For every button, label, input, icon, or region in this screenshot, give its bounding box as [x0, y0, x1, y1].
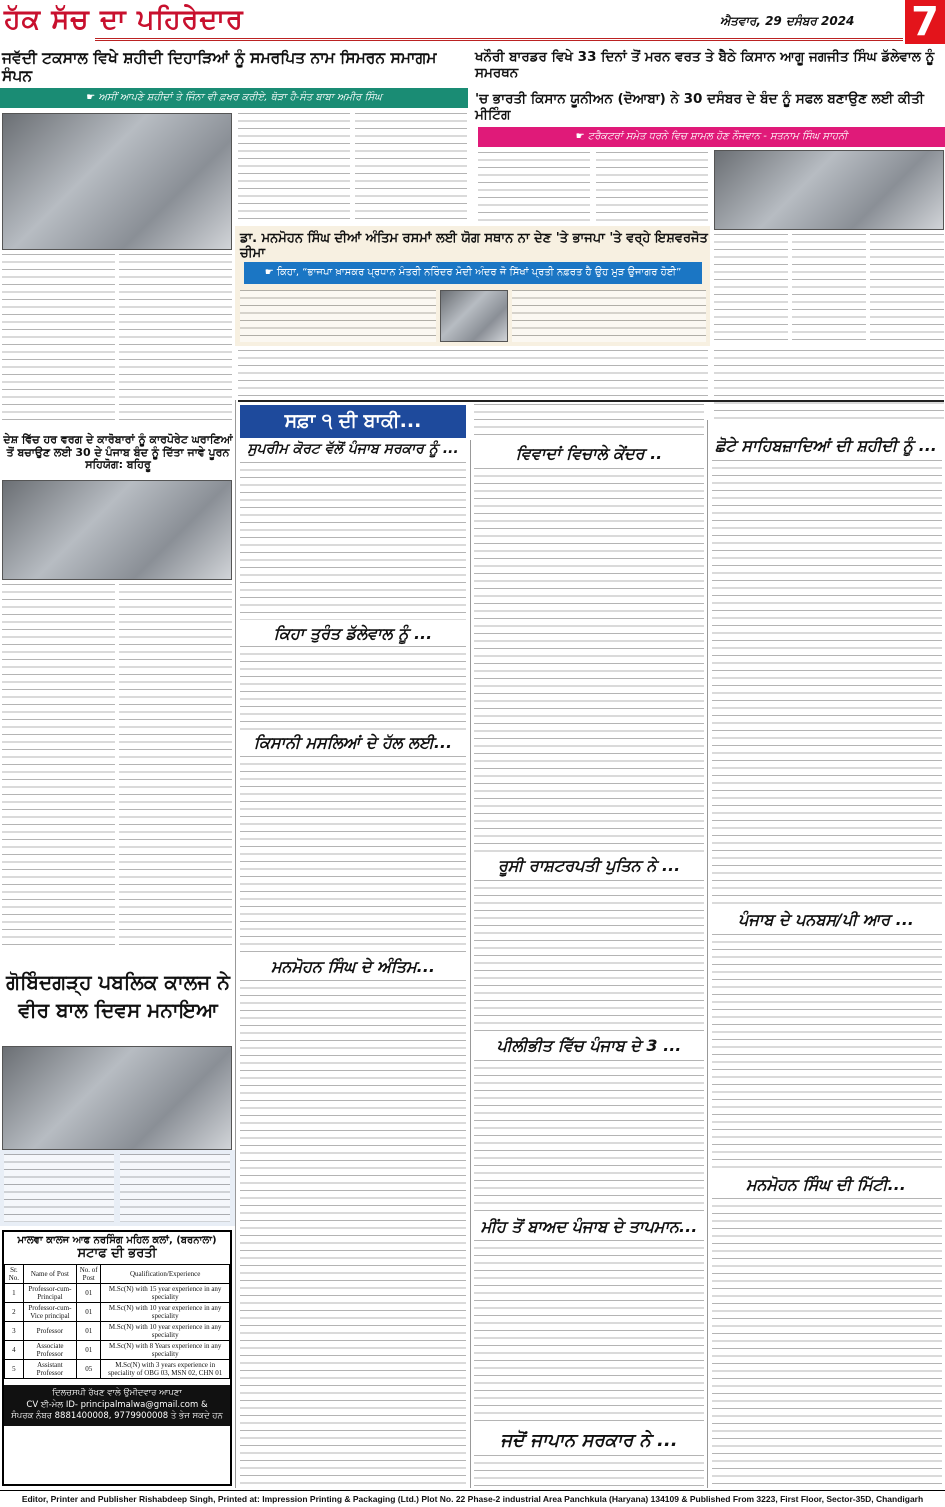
cell: M.Sc(N) with 3 years experience in speciality of OBG 03, MSN 02, CHN 01: [101, 1360, 230, 1379]
continuation-heading: ਪੀਲੀਭੀਤ ਵਿੱਚ ਪੰਜਾਬ ਦੇ 3 ...: [496, 1036, 682, 1055]
subhead-khanauri: ☛ ਟਰੈਕਟਰਾਂ ਸਮੇਤ ਧਰਨੇ ਵਿਚ ਸ਼ਾਮਲ ਹੋਣ ਨੌਜਵਾਨ - ਸਤਨਾਮ ਸਿੰਘ ਸਾਹਨੀ: [478, 127, 945, 147]
column-header: Sr. No.: [5, 1265, 24, 1284]
body-text: [120, 1154, 230, 1222]
cell: 01: [77, 1341, 101, 1360]
continuation-heading: ਜਦੋਂ ਜਾਪਾਨ ਸਰਕਾਰ ਨੇ ...: [500, 1430, 678, 1451]
imprint-footer: Editor, Printer and Publisher Rishabdeep Singh, Printed at: Impression Printing & Packaging (Ltd.) Plot No. 22 Phase-2 industrial Area Panchkula (Haryana) 134109 & Published From 3223, First Floor, Sector-35D, Chandigarh: [0, 1490, 945, 1507]
subhead-jawaddi: ☛ ਅਸੀਂ ਆਪਣੇ ਸ਼ਹੀਦਾਂ ਤੇ ਜਿੰਨਾ ਵੀ ਫ਼ਖਰ ਕਰੀਏ, ਥੋੜਾ ਹੈ-ਸੰਤ ਬਾਬਾ ਅਮੀਰ ਸਿੰਘ: [0, 88, 468, 108]
body-text: [712, 460, 942, 906]
continuation-heading: ਵਿਵਾਦਾਂ ਵਿਚਾਲੇ ਕੇਂਦਰ ..: [515, 444, 663, 463]
cell: 2: [5, 1303, 24, 1322]
photo-portrait-cheema: [440, 290, 508, 342]
body-text: [712, 1198, 942, 1486]
column-divider: [235, 400, 236, 1488]
photo-kisan-meeting: [714, 150, 944, 230]
headline-cheema: ਡਾ. ਮਨਮੋਹਨ ਸਿੰਘ ਦੀਆਂ ਅੰਤਿਮ ਰਸਮਾਂ ਲਈ ਯੋਗ ਸਥਾਨ ਨਾ ਦੇਣ 'ਤੇ ਭਾਜਪਾ 'ਤੇ ਵਰ੍ਹੇ ਇਸ਼ਵਰਜੋਤ ਚੀਮਾ: [240, 231, 708, 261]
cell: M.Sc(N) with 10 year experience in any speciality: [101, 1322, 230, 1341]
cell: 3: [5, 1322, 24, 1341]
column-header: Qualification/Experience: [101, 1265, 230, 1284]
body-text: [240, 646, 466, 730]
table-row: [5, 1360, 230, 1379]
recruitment-ad: [2, 1230, 232, 1486]
section-rule: [238, 400, 944, 402]
cell: Professor: [23, 1322, 76, 1341]
continuation-heading: ਛੋਟੇ ਸਾਹਿਬਜ਼ਾਦਿਆਂ ਦੀ ਸ਼ਹੀਦੀ ਨੂੰ ...: [715, 436, 937, 455]
body-text: [792, 234, 866, 344]
body-text: [478, 152, 590, 224]
newspaper-logo: ਹੱਕ ਸੱਚ ਦਾ ਪਹਿਰੇਦਾਰ: [4, 4, 244, 35]
table-row: [5, 1322, 230, 1341]
cell: 5: [5, 1360, 24, 1379]
ad-title: ਮਾਲਵਾ ਕਾਲਜ ਆਫ ਨਰਸਿੰਗ ਮਹਿਲ ਕਲਾਂ, (ਬਰਨਾਲਾ): [17, 1235, 217, 1246]
continuation-banner: ਸਫ਼ਾ ੧ ਦੀ ਬਾਕੀ...: [240, 405, 466, 438]
body-text: [240, 980, 466, 1485]
cell: Assistant Professor: [23, 1360, 76, 1379]
cell: 01: [77, 1284, 101, 1303]
table-row: [5, 1284, 230, 1303]
ad-contact-line: ਦਿਲਚਸਪੀ ਰੱਖਣ ਵਾਲੇ ਉਮੀਦਵਾਰ ਆਪਣਾ: [52, 1388, 182, 1399]
body-text: [474, 468, 704, 853]
continuation-heading: ਕਿਸਾਨੀ ਮਸਲਿਆਂ ਦੇ ਹੱਲ ਲਈ...: [253, 733, 453, 752]
ad-contact-email[interactable]: CV ਈ-ਮੇਲ ID- principalmalwa@gmail.com &: [26, 1399, 208, 1410]
column-divider: [470, 440, 471, 1488]
body-text: [2, 254, 115, 426]
headline-khanauri-1: ਖਨੌਰੀ ਬਾਰਡਰ ਵਿਖੇ 33 ਦਿਨਾਂ ਤੋਂ ਮਰਨ ਵਰਤ ਤੇ ਬੈਠੇ ਕਿਸਾਨ ਆਗੂ ਜਗਜੀਤ ਸਿੰਘ ਡੱਲੇਵਾਲ ਨੂੰ ਸਮਰਥਨ: [475, 49, 935, 81]
subhead-cheema: ☛ ਕਿਹਾ, “ਭਾਜਪਾ ਖ਼ਾਸਕਰ ਪ੍ਰਧਾਨ ਮੰਤਰੀ ਨਰਿੰਦਰ ਮੋਦੀ ਅੰਦਰ ਜੋ ਸਿੱਖਾਂ ਪ੍ਰਤੀ ਨਫ਼ਰਤ ਹੈ ਉਹ ਮੁੜ ਉਜਾਗਰ ਹੋਈ”: [244, 262, 702, 284]
headline-college: [2, 950, 234, 1042]
body-text: [238, 113, 350, 223]
column-header: No. of Post: [77, 1265, 101, 1284]
headline-bandh: ਦੇਸ਼ ਵਿੱਚ ਹਰ ਵਰਗ ਦੇ ਕਾਰੋਬਾਰਾਂ ਨੂੰ ਕਾਰਪੋਰੇਟ ਘਰਾਣਿਆਂ ਤੋਂ ਬਚਾਉਣ ਲਈ 30 ਦੇ ਪੰਜਾਬ ਬੰਦ ਨੂੰ ਦਿੱਤਾ ਜਾਵੇ ਪੂਰਨ ਸਹਿਯੋਗ: ਬਹਿਰੂ: [3, 433, 233, 472]
photo-bandh-meeting: [2, 480, 232, 580]
cell: M.Sc(N) with 15 year experience in any speciality: [101, 1284, 230, 1303]
continuation-heading: ਮਨਮੋਹਨ ਸਿੰਘ ਦੀ ਮਿੱਟੀ...: [746, 1175, 906, 1194]
ad-subtitle: ਸਟਾਫ ਦੀ ਭਰਤੀ: [77, 1245, 157, 1261]
continuation-heading: ਮੀਂਹ ਤੋਂ ਬਾਅਦ ਪੰਜਾਬ ਦੇ ਤਾਪਮਾਨ...: [480, 1217, 698, 1236]
body-text: [596, 152, 708, 224]
headline-jawaddi: ਜਵੱਦੀ ਟਕਸਾਲ ਵਿਖੇ ਸ਼ਹੀਦੀ ਦਿਹਾੜਿਆਂ ਨੂੰ ਸਮਰਪਿਤ ਨਾਮ ਸਿਮਰਨ ਸਮਾਗਮ ਸੰਪਨ: [2, 49, 437, 85]
table-row: [5, 1341, 230, 1360]
body-text: [355, 113, 467, 223]
body-text: [2, 584, 115, 946]
ad-contact-box: [4, 1385, 230, 1425]
body-text: [119, 584, 232, 946]
body-text: [474, 404, 704, 438]
body-text: [474, 1455, 704, 1487]
continuation-heading: ਸੁਪਰੀਮ ਕੋਰਟ ਵੱਲੋਂ ਪੰਜਾਬ ਸਰਕਾਰ ਨੂੰ ...: [247, 441, 459, 457]
body-text: [474, 1060, 704, 1212]
cell: Associate Professor: [23, 1341, 76, 1360]
body-text: [870, 234, 944, 344]
cell: Professor-cum-Principal: [23, 1284, 76, 1303]
table-header-row: [5, 1265, 230, 1284]
issue-date: ਐਤਵਾਰ, 29 ਦਸੰਬਰ 2024: [720, 14, 855, 28]
cell: M.Sc(N) with 10 year experience in any speciality: [101, 1303, 230, 1322]
body-text: [4, 1154, 114, 1222]
body-text: [512, 290, 706, 342]
photo-jawaddi-gathering: [2, 113, 232, 250]
body-text: [714, 350, 944, 425]
body-text: [474, 880, 704, 1032]
body-text: [712, 934, 942, 1172]
body-text: [240, 462, 466, 620]
ad-contact-phone: ਸੰਪਰਕ ਨੰਬਰ 8881400008, 9779900008 ਤੇ ਭੇਜ ਸਕਦੇ ਹਨ: [11, 1411, 223, 1422]
headline-college-text: ਗੋਬਿੰਦਗੜ੍ਹ ਪਬਲਿਕ ਕਾਲਜ ਨੇ ਵੀਰ ਬਾਲ ਦਿਵਸ ਮਨਾਇਆ: [6, 970, 230, 1022]
continuation-heading: ਪੰਜਾਬ ਦੇ ਪਨਬਸ/ਪੀ ਆਰ ...: [738, 910, 914, 929]
page-number: 7: [905, 0, 945, 44]
body-text: [240, 756, 466, 952]
cell: 01: [77, 1322, 101, 1341]
cell: 05: [77, 1360, 101, 1379]
ad-posts-table: [4, 1264, 230, 1379]
column-header: Name of Post: [23, 1265, 76, 1284]
body-text: [240, 290, 436, 342]
continuation-heading: ਕਿਹਾ ਤੁਰੰਤ ਡੱਲੇਵਾਲ ਨੂੰ ...: [273, 624, 433, 643]
cell: Professor-cum-Vice principal: [23, 1303, 76, 1322]
body-text: [238, 350, 708, 398]
body-text: [119, 254, 232, 426]
continuation-heading: ਰੂਸੀ ਰਾਸ਼ਟਰਪਤੀ ਪੁਤਿਨ ਨੇ ...: [497, 856, 681, 875]
cell: 4: [5, 1341, 24, 1360]
column-divider: [707, 420, 708, 1488]
body-text: [714, 234, 788, 344]
cell: 01: [77, 1303, 101, 1322]
continuation-heading: ਮਨਮੋਹਨ ਸਿੰਘ ਦੇ ਅੰਤਿਮ...: [271, 957, 435, 976]
cell: 1: [5, 1284, 24, 1303]
masthead-rule: [95, 38, 903, 41]
photo-college-event: [2, 1046, 232, 1150]
body-text: [474, 1240, 704, 1426]
headline-khanauri-2: 'ਚ ਭਾਰਤੀ ਕਿਸਾਨ ਯੂਨੀਅਨ (ਦੋਆਬਾ) ਨੇ 30 ਦਸੰਬਰ ਦੇ ਬੰਦ ਨੂੰ ਸਫਲ ਬਣਾਉਣ ਲਈ ਕੀਤੀ ਮੀਟਿੰਗ: [475, 91, 924, 123]
table-row: [5, 1303, 230, 1322]
cell: M.Sc(N) with 8 Years experience in any speciality: [101, 1341, 230, 1360]
